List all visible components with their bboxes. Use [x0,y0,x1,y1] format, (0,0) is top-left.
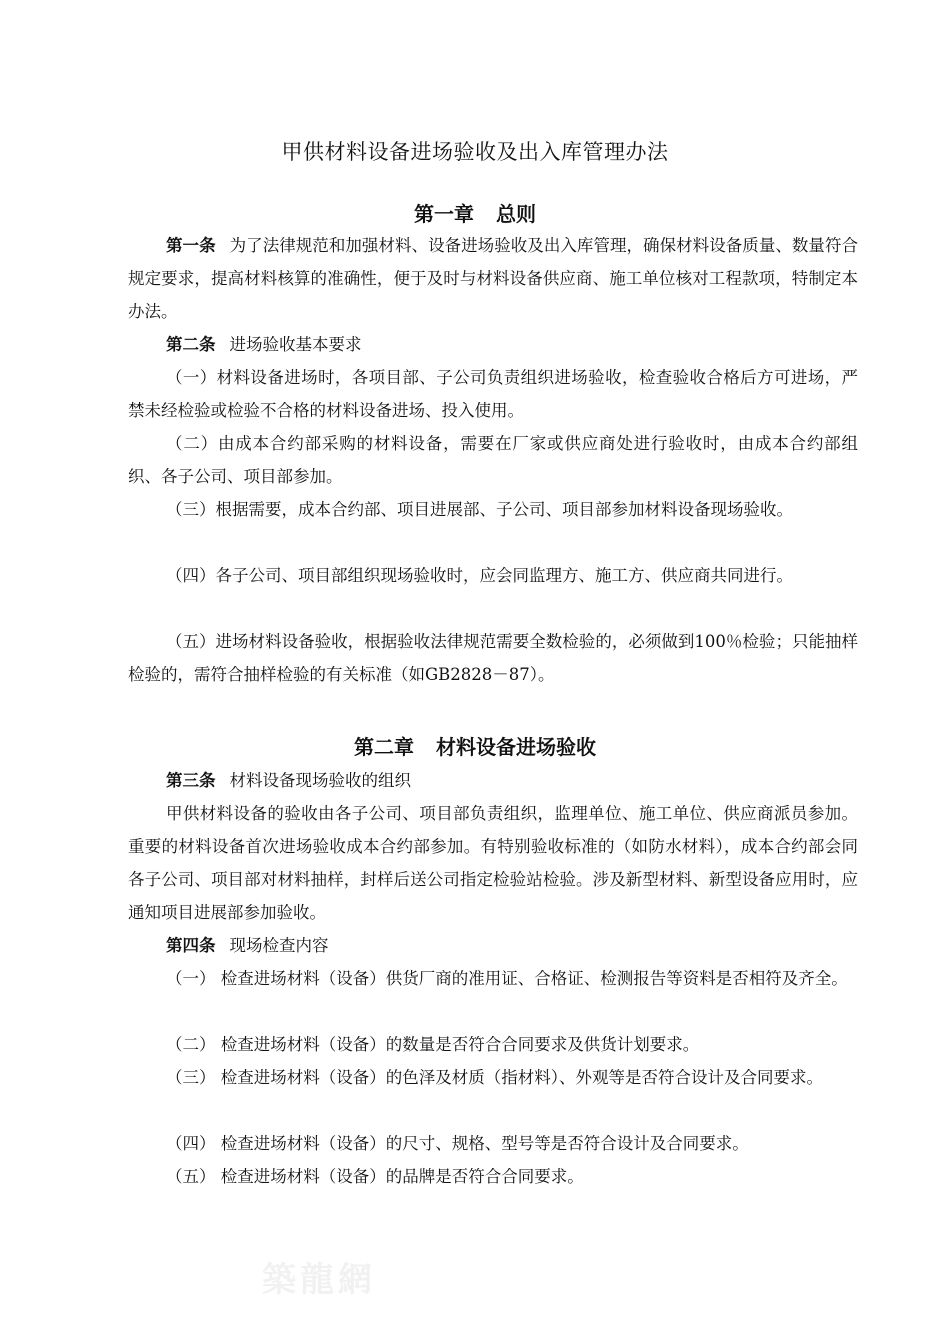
article-2-item-4: （四）各子公司、项目部组织现场验收时，应会同监理方、施工方、供应商共同进行。 [166,566,793,585]
article-4-item-3: （三） 检查进场材料（设备）的色泽及材质（指材料）、外观等是否符合设计及合同要求。 [166,1068,823,1087]
article-1 [128,229,858,328]
article-1-text: 为了法律规范和加强材料、设备进场验收及出入库管理，确保材料设备质量、数量符合规定要求，提高材料核算的准确性，便于及时与材料设备供应商、施工单位核对工程款项，特制定本办法。 [128,236,859,321]
article-2-text: 进场验收基本要求 [229,335,362,354]
article-4-item-5: （五） 检查进场材料（设备）的品牌是否符合合同要求。 [166,1167,584,1186]
article-4 [128,929,858,962]
article-2-item-3: （三）根据需要，成本合约部、项目进展部、子公司、项目部参加材料设备现场验收。 [166,500,793,519]
article-3-body: 甲供材料设备的验收由各子公司、项目部负责组织，监理单位、施工单位、供应商派员参加。重要的材料设备首次进场验收成本合约部参加。有特别验收标准的（如防水材料），成本合约部会同各子公司、项目部对材料抽样，封样后送公司指定检验站检验。涉及新型材料、新型设备应用时，应通知项目进展部参加验收。 [128,804,858,922]
article-2 [128,328,858,361]
watermark: 築龍網 [262,1260,376,1300]
article-3 [128,764,858,797]
document-title: 甲供材料设备进场验收及出入库管理办法 [281,140,669,164]
chapter-2-name: 材料设备进场验收 [436,735,596,759]
article-2-item-1: （一）材料设备进场时，各项目部、子公司负责组织进场验收，检查验收合格后方可进场，严禁未经检验或检验不合格的材料设备进场、投入使用。 [128,368,858,420]
chapter-1-heading [0,198,950,227]
article-3-text: 材料设备现场验收的组织 [229,771,411,790]
article-1-label: 第一条 [166,236,216,255]
chapter-2-heading [0,731,950,760]
chapter-2-number: 第二章 [354,735,414,759]
article-4-item-1: （一） 检查进场材料（设备）供货厂商的准用证、合格证、检测报告等资料是否相符及齐全。 [166,969,848,988]
article-2-item-2: （二）由成本合约部采购的材料设备，需要在厂家或供应商处进行验收时，由成本合约部组织、各子公司、项目部参加。 [128,434,858,486]
article-4-item-2: （二） 检查进场材料（设备）的数量是否符合合同要求及供货计划要求。 [166,1035,700,1054]
article-2-item-5: （五）进场材料设备验收，根据验收法律规范需要全数检验的，必须做到100％检验；只能抽样检验的，需符合抽样检验的有关标准（如GB2828－87）。 [128,632,858,684]
chapter-1-name: 总则 [496,202,536,226]
article-4-label: 第四条 [166,936,216,955]
article-4-item-4: （四） 检查进场材料（设备）的尺寸、规格、型号等是否符合设计及合同要求。 [166,1134,749,1153]
article-4-text: 现场检查内容 [229,936,329,955]
chapter-1-number: 第一章 [414,202,474,226]
article-3-label: 第三条 [166,771,216,790]
article-2-label: 第二条 [166,335,216,354]
